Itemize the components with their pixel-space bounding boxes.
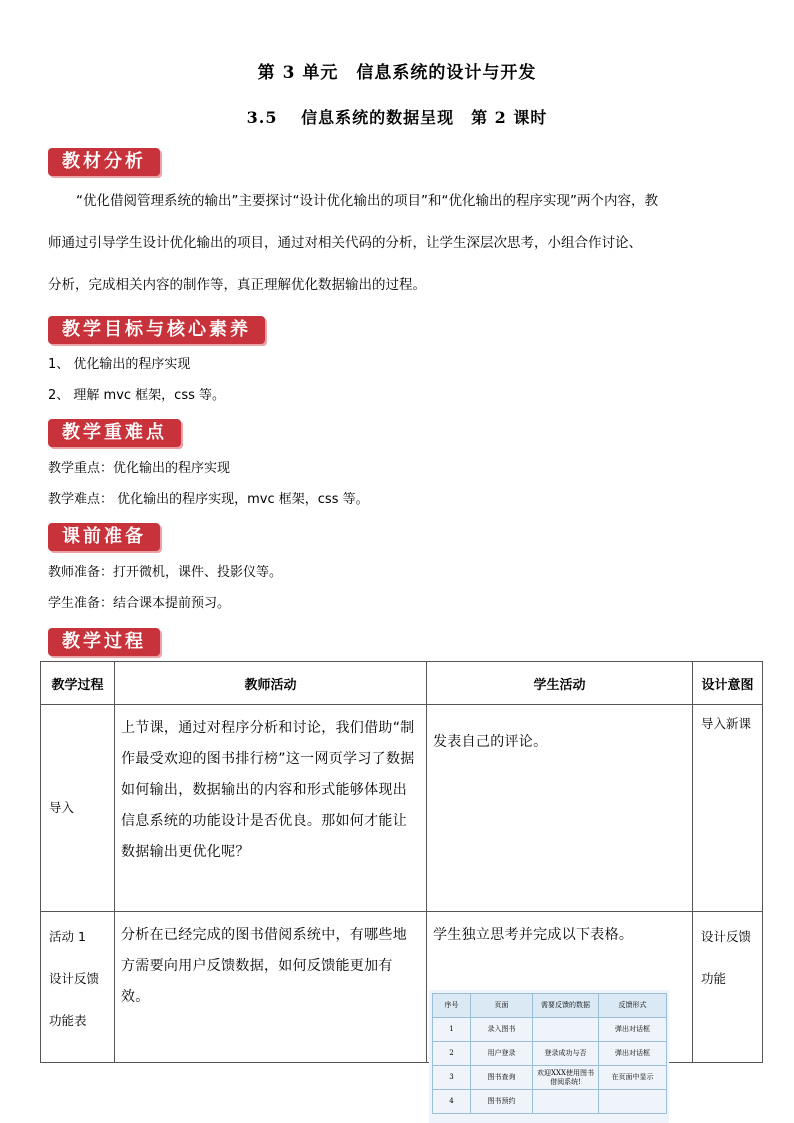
mini-cell: 4 — [433, 1090, 471, 1114]
analysis-paragraph — [48, 180, 748, 306]
lesson-title: 3.5 信息系统的数据呈现 第 2 课时 — [246, 108, 548, 127]
mini-cell: 弹出对话框 — [599, 1018, 667, 1042]
intent-cell: 导入新课 — [693, 705, 763, 912]
stage-line: 活动 1 — [49, 929, 86, 944]
mini-cell — [599, 1090, 667, 1114]
teacher-cell: 上节课，通过对程序分析和讨论，我们借助“制作最受欢迎的图书排行榜”这一网页学习了数据如何输出，数据输出的内容和形式能够体现出信息系统的功能设计是否优良。那如何才能让数据输出更优化呢？ — [115, 705, 427, 912]
teacher-cell: 分析在已经完成的图书借阅系统中，有哪些地方需要向用户反馈数据，如何反馈能更加有效。 — [115, 912, 427, 1063]
unit-title: 第 3 单元 信息系统的设计与开发 — [257, 63, 537, 83]
mini-row — [433, 1090, 667, 1114]
mini-row — [433, 1066, 667, 1090]
mini-cell — [533, 1018, 599, 1042]
stage-cell — [41, 912, 115, 1063]
mini-cell: 欢迎XXX使用图书借阅系统! — [533, 1066, 599, 1090]
stage-line: 设计反馈 — [49, 971, 100, 986]
intent-line: 设计反馈 — [701, 929, 752, 944]
key-point: 教学重点：优化输出的程序实现 — [48, 461, 231, 476]
analysis-line-3: 分析，完成相关内容的制作等，真正理解优化数据输出的过程。 — [48, 277, 426, 293]
intent-cell — [693, 912, 763, 1063]
mini-cell: 1 — [433, 1018, 471, 1042]
analysis-line-2: 师通过引导学生设计优化输出的项目，通过对相关代码的分析，让学生深层次思考，小组合作讨论、 — [48, 235, 642, 251]
header-stage: 教学过程 — [41, 662, 115, 705]
mini-header: 页面 — [471, 994, 533, 1018]
mini-header: 需要反馈的数据 — [533, 994, 599, 1018]
mini-row — [433, 1042, 667, 1066]
mini-cell: 登录成功与否 — [533, 1042, 599, 1066]
section-badge-analysis: 教材分析 — [48, 148, 160, 176]
student-cell: 发表自己的评论。 — [427, 705, 693, 912]
mini-header: 反馈形式 — [599, 994, 667, 1018]
table-header-row — [41, 662, 763, 705]
mini-cell — [533, 1090, 599, 1114]
header-teacher: 教师活动 — [115, 662, 427, 705]
teacher-prep: 教师准备：打开微机，课件、投影仪等。 — [48, 565, 283, 580]
section-badge-goals: 教学目标与核心素养 — [48, 316, 265, 344]
mini-cell: 2 — [433, 1042, 471, 1066]
mini-cell: 图书查询 — [471, 1066, 533, 1090]
mini-cell: 录入图书 — [471, 1018, 533, 1042]
table-row — [41, 705, 763, 912]
stage-cell: 导入 — [41, 705, 115, 912]
student-cell: 学生独立思考并完成以下表格。 — [427, 912, 693, 1063]
goal-item-2: 2、 理解 mvc 框架，css 等。 — [48, 388, 225, 403]
mini-cell: 图书预约 — [471, 1090, 533, 1114]
analysis-line-1: “优化借阅管理系统的输出”主要探讨“设计优化输出的项目”和“优化输出的程序实现”两个内容，教 — [76, 193, 658, 209]
difficult-point: 教学难点： 优化输出的程序实现，mvc 框架，css 等。 — [48, 492, 369, 507]
mini-header-row — [433, 994, 667, 1018]
section-badge-process: 教学过程 — [48, 628, 160, 656]
mini-row — [433, 1018, 667, 1042]
header-student: 学生活动 — [427, 662, 693, 705]
goal-item-1: 1、 优化输出的程序实现 — [48, 357, 191, 372]
section-badge-keypoints: 教学重难点 — [48, 419, 181, 447]
mini-cell: 用户登录 — [471, 1042, 533, 1066]
feedback-table-image — [432, 993, 667, 1114]
mini-cell: 弹出对话框 — [599, 1042, 667, 1066]
mini-header: 序号 — [433, 994, 471, 1018]
student-prep: 学生准备：结合课本提前预习。 — [48, 596, 231, 611]
mini-cell: 在页面中显示 — [599, 1066, 667, 1090]
intent-line: 功能 — [701, 971, 727, 986]
section-badge-prep: 课前准备 — [48, 523, 160, 551]
mini-cell: 3 — [433, 1066, 471, 1090]
header-intent: 设计意图 — [693, 662, 763, 705]
stage-line: 功能表 — [49, 1013, 87, 1028]
